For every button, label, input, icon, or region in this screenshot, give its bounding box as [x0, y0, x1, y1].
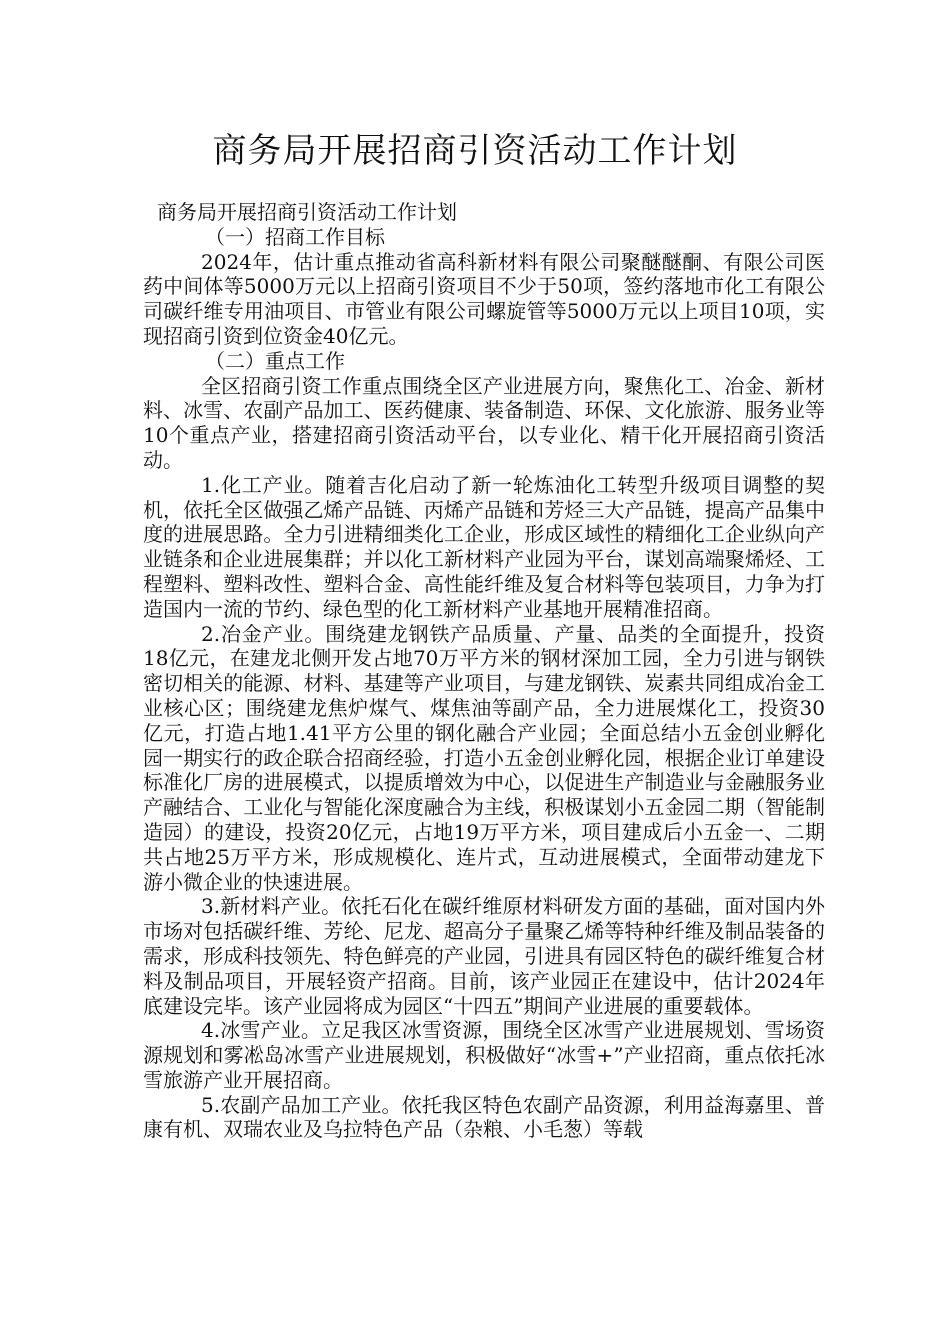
paragraph-agricultural-processing: 5.农副产品加工产业。依托我区特色农副产品资源，利用益海嘉里、普康有机、双瑞农业及乌拉特色产品（杂粮、小毛葱）等载	[143, 1092, 825, 1142]
section-heading-key-work: （二）重点工作	[205, 348, 345, 373]
document-title: 商务局开展招商引资活动工作计划	[212, 131, 738, 171]
paragraph-goals: 2024年，估计重点推动省高科新材料有限公司聚醚醚酮、有限公司医药中间体等5000万元以上招商引资项目不少于50项，签约落地市化工有限公司碳纤维专用油项目、市管业有限公司螺旋管等5000万元以上项目10项，实现招商引资到位资金40亿元。	[143, 249, 825, 348]
paragraph-key-work-intro: 全区招商引资工作重点围绕全区产业进展方向，聚焦化工、冶金、新材料、冰雪、农副产品加工、医药健康、装备制造、环保、文化旅游、服务业等10个重点产业，搭建招商引资活动平台，以专业化、精干化开展招商引资活动。	[143, 373, 825, 472]
paragraph-metallurgy-industry: 2.冶金产业。围绕建龙钢铁产品质量、产量、品类的全面提升，投资18亿元，在建龙北侧开发占地70万平方米的钢材深加工园，全力引进与钢铁密切相关的能源、材料、基建等产业项目，与建龙钢铁、炭素共同组成冶金工业核心区；围绕建龙焦炉煤气、煤焦油等副产品，全力进展煤化工，投资30亿元，打造占地1.41平方公里的钢化融合产业园；全面总结小五金创业孵化园一期实行的政企联合招商经验，打造小五金创业孵化园，根据企业订单建设标准化厂房的进展模式，以提质增效为中心，以促进生产制造业与金融服务业产融结合、工业化与智能化深度融合为主线，积极谋划小五金园二期（智能制造园）的建设，投资20亿元，占地19万平方米，项目建成后小五金一、二期共占地25万平方米，形成规模化、连片式，互动进展模式，全面带动建龙下游小微企业的快速进展。	[143, 621, 825, 894]
paragraph-ice-snow-industry: 4.冰雪产业。立足我区冰雪资源，围绕全区冰雪产业进展规划、雪场资源规划和雾凇岛冰雪产业进展规划，积极做好“冰雪+”产业招商，重点依托冰雪旅游产业开展招商。	[143, 1018, 825, 1092]
document-subtitle: 商务局开展招商引资活动工作计划	[157, 200, 457, 224]
paragraph-chemical-industry: 1.化工产业。随着吉化启动了新一轮炼油化工转型升级项目调整的契机，依托全区做强乙烯产品链、丙烯产品链和芳烃三大产品链，提高产品集中度的进展思路。全力引进精细类化工企业，形成区域性的精细化工企业纵向产业链条和企业进展集群；并以化工新材料产业园为平台，谋划高端聚烯烃、工程塑料、塑料改性、塑料合金、高性能纤维及复合材料等包装项目，力争为打造国内一流的节约、绿色型的化工新材料产业基地开展精准招商。	[143, 472, 825, 621]
section-heading-goals: （一）招商工作目标	[205, 224, 385, 249]
document-body	[143, 200, 825, 1142]
paragraph-new-materials-industry: 3.新材料产业。依托石化在碳纤维原材料研发方面的基础，面对国内外市场对包括碳纤维、芳纶、尼龙、超高分子量聚乙烯等特种纤维及制品装备的需求，形成科技领先、特色鲜亮的产业园，引进具有园区特色的碳纤维复合材料及制品项目，开展轻资产招商。目前，该产业园正在建设中，估计2024年底建设完毕。该产业园将成为园区“十四五”期间产业进展的重要载体。	[143, 894, 825, 1018]
